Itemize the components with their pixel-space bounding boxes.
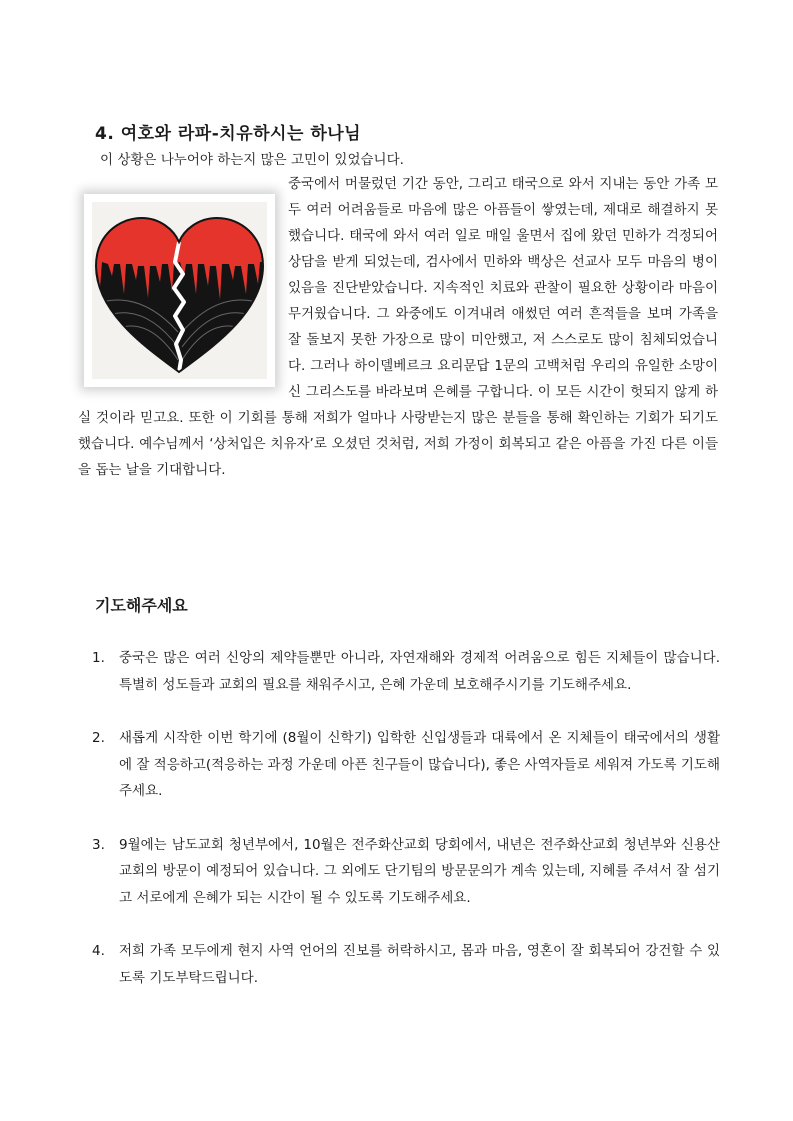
prayer-item [92,832,720,912]
prayer-list [92,645,720,991]
prayer-item [92,938,720,991]
prayer-item-number: 1. [92,650,105,666]
prayer-item-number: 2. [92,730,105,746]
prayer-item-number: 3. [92,836,105,853]
prayer-title: 기도해주세요 [95,596,188,615]
prayer-item-text: 9월에는 남도교회 청년부에서, 10월은 전주화산교회 당회에서, 내년은 전주화산교회 청년부와 신용산교회의 방문이 예정되어 있습니다. 그 외에도 단기팀의 방문문의가 계속 있는데, 지혜를 주셔서 잘 섬기고 서로에게 은혜가 되는 시간이 될 수 있도록 기도해주세요. [119,836,720,906]
prayer-item-number: 4. [92,943,105,959]
prayer-item-text: 저희 가족 모두에게 현지 사역 언어의 진보를 허락하시고, 몸과 마음, 영혼이 잘 회복되어 강건할 수 있도록 기도부탁드립니다. [119,943,720,986]
prayer-item [92,645,720,698]
section-body-content: 중국에서 머물렀던 기간 동안, 그리고 태국으로 와서 지내는 동안 가족 모두 여러 어려움들로 마음에 많은 아픔들이 쌓였는데, 제대로 해결하지 못했습니다. 태국에 와서 여러 일로 매일 울면서 집에 왔던 민하가 걱정되어 상담을 받게 되었는데, 검사에서 민하와 백상은 선교사 모두 마음의 병이 있음을 진단받았습니다. 지속적인 치료와 관찰이 필요한 상황이라 마음이 무거웠습니다. 그 와중에도 이겨내려 애썼던 여러 흔적들을 보며 가족을 잘 돌보지 못한 가장으로 많이 미안했고, 저 스스로도 많이 침체되었습니다. 그러나 하이델베르크 요리문답 1문의 고백처럼 우리의 유일한 소망이신 그리스도를 바라보며 은혜를 구합니다. 이 모든 시간이 헛되지 않게 하실 것이라 믿고요. 또한 이 기회를 통해 저희가 얼마나 사랑받는지 많은 분들을 통해 확인하는 기회가 되기도 했습니다. 예수님께서 ‘상처입은 치유자’로 오셨던 것처럼, 저희 가정이 회복되고 같은 아픔을 가진 다른 이들을 돕는 날을 기대합니다. [78,176,718,478]
section-title: 4. 여호와 라파-치유하시는 하나님 [95,124,362,144]
prayer-item-text: 새롭게 시작한 이번 학기에 (8월이 신학기) 입학한 신입생들과 대륙에서 온 지체들이 태국에서의 생활에 잘 적응하고(적응하는 과정 가운데 아픈 친구들이 많습니다), 좋은 사역자들로 세워져 가도록 기도해주세요. [119,730,720,799]
prayer-item [92,725,720,805]
image-wrap-spacer [78,171,288,405]
section-intro: 이 상황은 나누어야 하는지 많은 고민이 있었습니다. [100,152,404,168]
prayer-item-text: 중국은 많은 여러 신앙의 제약들뿐만 아니라, 자연재해와 경제적 어려움으로 힘든 지체들이 많습니다. 특별히 성도들과 교회의 필요를 채워주시고, 은혜 가운데 보호해주시기를 기도해주세요. [119,650,720,693]
section-body-text [78,171,718,483]
